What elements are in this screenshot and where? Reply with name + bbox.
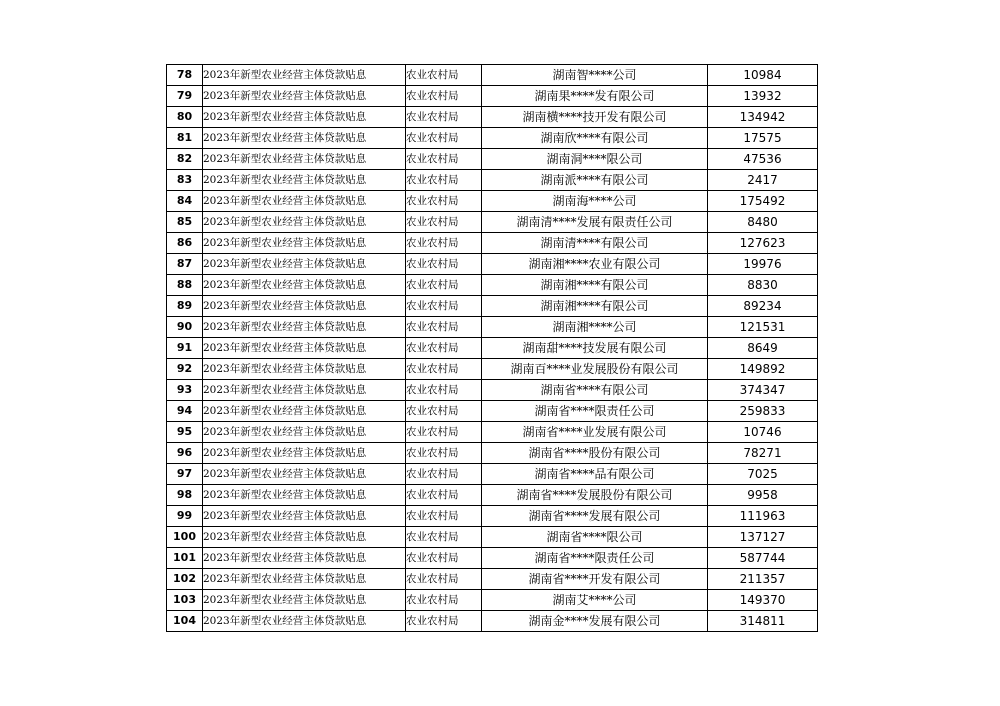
department: 农业农村局: [406, 548, 482, 569]
subsidy-amount: 89234: [708, 296, 818, 317]
subsidy-amount: 8830: [708, 275, 818, 296]
table-row: [167, 422, 818, 443]
company-name: 湖南智****公司: [482, 65, 708, 86]
company-name: 湖南果****发有限公司: [482, 86, 708, 107]
row-number: 101: [167, 548, 203, 569]
department: 农业农村局: [406, 65, 482, 86]
company-name: 湖南省****股份有限公司: [482, 443, 708, 464]
subsidy-amount: 10984: [708, 65, 818, 86]
department: 农业农村局: [406, 401, 482, 422]
row-number: 82: [167, 149, 203, 170]
company-name: 湖南省****有限公司: [482, 380, 708, 401]
project-name: 2023年新型农业经营主体贷款贴息: [203, 254, 406, 275]
subsidy-amount: 47536: [708, 149, 818, 170]
department: 农业农村局: [406, 506, 482, 527]
row-number: 102: [167, 569, 203, 590]
table-row: [167, 443, 818, 464]
subsidy-amount: 134942: [708, 107, 818, 128]
department: 农业农村局: [406, 233, 482, 254]
project-name: 2023年新型农业经营主体贷款贴息: [203, 422, 406, 443]
table-row: [167, 401, 818, 422]
table-row: [167, 233, 818, 254]
row-number: 104: [167, 611, 203, 632]
row-number: 88: [167, 275, 203, 296]
table-row: [167, 506, 818, 527]
project-name: 2023年新型农业经营主体贷款贴息: [203, 212, 406, 233]
project-name: 2023年新型农业经营主体贷款贴息: [203, 296, 406, 317]
project-name: 2023年新型农业经营主体贷款贴息: [203, 170, 406, 191]
project-name: 2023年新型农业经营主体贷款贴息: [203, 464, 406, 485]
subsidy-table: [166, 64, 818, 632]
company-name: 湖南欣****有限公司: [482, 128, 708, 149]
company-name: 湖南省****限责任公司: [482, 548, 708, 569]
table-row: [167, 464, 818, 485]
table-row: [167, 86, 818, 107]
project-name: 2023年新型农业经营主体贷款贴息: [203, 380, 406, 401]
subsidy-amount: 587744: [708, 548, 818, 569]
table-row: [167, 296, 818, 317]
row-number: 91: [167, 338, 203, 359]
department: 农业农村局: [406, 464, 482, 485]
subsidy-amount: 175492: [708, 191, 818, 212]
company-name: 湖南甜****技发展有限公司: [482, 338, 708, 359]
department: 农业农村局: [406, 443, 482, 464]
subsidy-amount: 259833: [708, 401, 818, 422]
table-row: [167, 611, 818, 632]
subsidy-amount: 374347: [708, 380, 818, 401]
project-name: 2023年新型农业经营主体贷款贴息: [203, 548, 406, 569]
subsidy-amount: 17575: [708, 128, 818, 149]
company-name: 湖南省****发展股份有限公司: [482, 485, 708, 506]
company-name: 湖南清****发展有限责任公司: [482, 212, 708, 233]
row-number: 96: [167, 443, 203, 464]
row-number: 99: [167, 506, 203, 527]
row-number: 84: [167, 191, 203, 212]
row-number: 92: [167, 359, 203, 380]
company-name: 湖南洞****限公司: [482, 149, 708, 170]
table-row: [167, 527, 818, 548]
subsidy-amount: 211357: [708, 569, 818, 590]
row-number: 103: [167, 590, 203, 611]
department: 农业农村局: [406, 317, 482, 338]
table-row: [167, 485, 818, 506]
table-row: [167, 380, 818, 401]
project-name: 2023年新型农业经营主体贷款贴息: [203, 107, 406, 128]
table-row: [167, 107, 818, 128]
company-name: 湖南金****发展有限公司: [482, 611, 708, 632]
subsidy-amount: 19976: [708, 254, 818, 275]
company-name: 湖南百****业发展股份有限公司: [482, 359, 708, 380]
company-name: 湖南省****发展有限公司: [482, 506, 708, 527]
department: 农业农村局: [406, 296, 482, 317]
subsidy-amount: 13932: [708, 86, 818, 107]
project-name: 2023年新型农业经营主体贷款贴息: [203, 275, 406, 296]
project-name: 2023年新型农业经营主体贷款贴息: [203, 65, 406, 86]
table-row: [167, 338, 818, 359]
subsidy-amount: 8480: [708, 212, 818, 233]
table-row: [167, 590, 818, 611]
department: 农业农村局: [406, 380, 482, 401]
project-name: 2023年新型农业经营主体贷款贴息: [203, 191, 406, 212]
project-name: 2023年新型农业经营主体贷款贴息: [203, 359, 406, 380]
department: 农业农村局: [406, 359, 482, 380]
department: 农业农村局: [406, 485, 482, 506]
department: 农业农村局: [406, 107, 482, 128]
row-number: 86: [167, 233, 203, 254]
subsidy-amount: 149370: [708, 590, 818, 611]
subsidy-amount: 137127: [708, 527, 818, 548]
department: 农业农村局: [406, 527, 482, 548]
row-number: 98: [167, 485, 203, 506]
row-number: 95: [167, 422, 203, 443]
company-name: 湖南省****开发有限公司: [482, 569, 708, 590]
project-name: 2023年新型农业经营主体贷款贴息: [203, 569, 406, 590]
company-name: 湖南派****有限公司: [482, 170, 708, 191]
subsidy-amount: 9958: [708, 485, 818, 506]
subsidy-amount: 7025: [708, 464, 818, 485]
project-name: 2023年新型农业经营主体贷款贴息: [203, 443, 406, 464]
project-name: 2023年新型农业经营主体贷款贴息: [203, 233, 406, 254]
subsidy-amount: 78271: [708, 443, 818, 464]
row-number: 94: [167, 401, 203, 422]
row-number: 81: [167, 128, 203, 149]
department: 农业农村局: [406, 254, 482, 275]
row-number: 93: [167, 380, 203, 401]
row-number: 89: [167, 296, 203, 317]
department: 农业农村局: [406, 569, 482, 590]
project-name: 2023年新型农业经营主体贷款贴息: [203, 317, 406, 338]
subsidy-amount: 10746: [708, 422, 818, 443]
subsidy-table-body: [167, 65, 818, 632]
table-row: [167, 254, 818, 275]
department: 农业农村局: [406, 170, 482, 191]
row-number: 79: [167, 86, 203, 107]
table-row: [167, 569, 818, 590]
subsidy-amount: 127623: [708, 233, 818, 254]
company-name: 湖南省****业发展有限公司: [482, 422, 708, 443]
company-name: 湖南湘****公司: [482, 317, 708, 338]
project-name: 2023年新型农业经营主体贷款贴息: [203, 149, 406, 170]
company-name: 湖南湘****有限公司: [482, 275, 708, 296]
project-name: 2023年新型农业经营主体贷款贴息: [203, 611, 406, 632]
table-row: [167, 170, 818, 191]
row-number: 90: [167, 317, 203, 338]
table-row: [167, 191, 818, 212]
department: 农业农村局: [406, 128, 482, 149]
department: 农业农村局: [406, 191, 482, 212]
department: 农业农村局: [406, 422, 482, 443]
row-number: 85: [167, 212, 203, 233]
company-name: 湖南湘****农业有限公司: [482, 254, 708, 275]
row-number: 87: [167, 254, 203, 275]
row-number: 83: [167, 170, 203, 191]
company-name: 湖南海****公司: [482, 191, 708, 212]
department: 农业农村局: [406, 611, 482, 632]
company-name: 湖南清****有限公司: [482, 233, 708, 254]
project-name: 2023年新型农业经营主体贷款贴息: [203, 506, 406, 527]
project-name: 2023年新型农业经营主体贷款贴息: [203, 401, 406, 422]
project-name: 2023年新型农业经营主体贷款贴息: [203, 527, 406, 548]
subsidy-amount: 149892: [708, 359, 818, 380]
company-name: 湖南艾****公司: [482, 590, 708, 611]
company-name: 湖南湘****有限公司: [482, 296, 708, 317]
table-row: [167, 359, 818, 380]
row-number: 80: [167, 107, 203, 128]
project-name: 2023年新型农业经营主体贷款贴息: [203, 590, 406, 611]
table-row: [167, 149, 818, 170]
company-name: 湖南横****技开发有限公司: [482, 107, 708, 128]
subsidy-amount: 314811: [708, 611, 818, 632]
company-name: 湖南省****限公司: [482, 527, 708, 548]
table-row: [167, 128, 818, 149]
department: 农业农村局: [406, 590, 482, 611]
company-name: 湖南省****限责任公司: [482, 401, 708, 422]
row-number: 97: [167, 464, 203, 485]
table-row: [167, 65, 818, 86]
project-name: 2023年新型农业经营主体贷款贴息: [203, 86, 406, 107]
department: 农业农村局: [406, 338, 482, 359]
subsidy-amount: 111963: [708, 506, 818, 527]
company-name: 湖南省****品有限公司: [482, 464, 708, 485]
table-row: [167, 212, 818, 233]
table-row: [167, 317, 818, 338]
row-number: 100: [167, 527, 203, 548]
department: 农业农村局: [406, 149, 482, 170]
department: 农业农村局: [406, 212, 482, 233]
subsidy-amount: 2417: [708, 170, 818, 191]
row-number: 78: [167, 65, 203, 86]
department: 农业农村局: [406, 275, 482, 296]
table-row: [167, 275, 818, 296]
subsidy-amount: 121531: [708, 317, 818, 338]
project-name: 2023年新型农业经营主体贷款贴息: [203, 128, 406, 149]
department: 农业农村局: [406, 86, 482, 107]
table-row: [167, 548, 818, 569]
project-name: 2023年新型农业经营主体贷款贴息: [203, 485, 406, 506]
subsidy-amount: 8649: [708, 338, 818, 359]
project-name: 2023年新型农业经营主体贷款贴息: [203, 338, 406, 359]
